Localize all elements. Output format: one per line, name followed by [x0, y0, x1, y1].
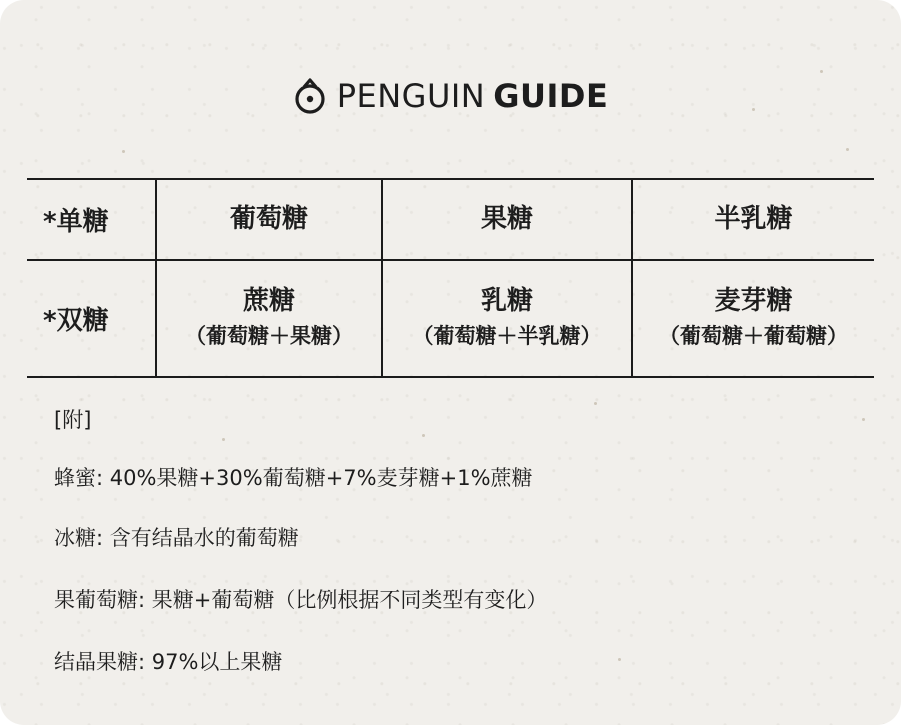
- sugar-composition: （葡萄糖＋半乳糖）: [412, 324, 602, 349]
- brand-wordmark: [336, 77, 609, 115]
- row-header-label: *单糖: [43, 207, 109, 237]
- table-cell: [631, 180, 874, 259]
- table-cell: [155, 180, 381, 259]
- brand-logo: [0, 72, 901, 120]
- penguin-logo-icon: [293, 76, 327, 116]
- table-row-monosaccharide: [27, 180, 874, 259]
- brand-penguin-text: PENGUIN: [336, 77, 486, 115]
- note-line: 结晶果糖: 97%以上果糖: [54, 650, 283, 674]
- paper-speck: [422, 434, 425, 437]
- paper-speck: [594, 402, 597, 405]
- brand-guide-text: GUIDE: [493, 77, 609, 115]
- paper-speck: [222, 438, 225, 441]
- row-header-cell: [27, 261, 155, 376]
- table-cell: [381, 180, 631, 259]
- table-cell: [155, 261, 381, 376]
- note-line: 蜂蜜: 40%果糖+30%葡萄糖+7%麦芽糖+1%蔗糖: [54, 466, 533, 490]
- sugar-name: 麦芽糖: [714, 285, 793, 316]
- paper-speck: [846, 148, 849, 151]
- sugar-composition: （葡萄糖＋葡萄糖）: [659, 324, 848, 349]
- paper-speck: [618, 658, 621, 661]
- sugar-name: 果糖: [480, 203, 533, 234]
- paper-speck: [862, 418, 865, 421]
- table-cell: [381, 261, 631, 376]
- paper-speck: [122, 150, 125, 153]
- notes-heading: [附]: [54, 408, 92, 432]
- sugar-name: 乳糖: [480, 285, 533, 316]
- sugar-composition: （葡萄糖＋果糖）: [185, 324, 353, 349]
- sugar-name: 蔗糖: [242, 285, 295, 316]
- sugar-name: 葡萄糖: [229, 203, 308, 234]
- table-row-disaccharide: [27, 259, 874, 376]
- note-line: 果葡萄糖: 果糖+葡萄糖（比例根据不同类型有变化）: [54, 588, 548, 612]
- row-header-cell: [27, 180, 155, 259]
- sugar-name: 半乳糖: [714, 203, 793, 234]
- sugar-table: [27, 178, 874, 378]
- note-line: 冰糖: 含有结晶水的葡萄糖: [54, 526, 299, 550]
- row-header-label: *双糖: [43, 306, 109, 336]
- table-cell: [631, 261, 874, 376]
